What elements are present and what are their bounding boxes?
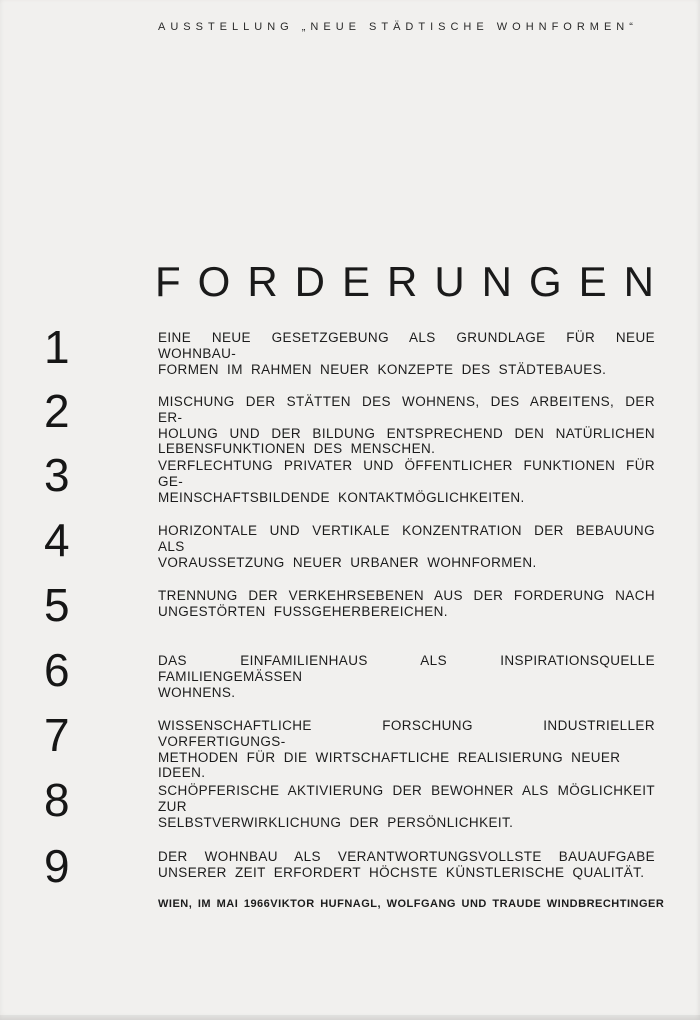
demand-text	[158, 653, 655, 700]
demand-text	[158, 394, 655, 457]
demand-line: LEBENSFUNKTIONEN DES MENSCHEN.	[158, 441, 436, 457]
demand-line: UNSERER ZEIT ERFORDERT HÖCHSTE KÜNSTLERISCHE QUALITÄT.	[158, 864, 645, 880]
demand-line: VERFLECHTUNG PRIVATER UND ÖFFENTLICHER FUNKTIONEN FÜR GE-	[158, 458, 655, 489]
demand-line: MEINSCHAFTSBILDENDE KONTAKTMÖGLICHKEITEN.	[158, 489, 525, 505]
demand-number: 2	[44, 385, 70, 437]
footer-place-date: WIEN, IM MAI 1966	[158, 898, 271, 910]
demand-line: DAS EINFAMILIENHAUS ALS INSPIRATIONSQUELLE FAMILIENGEMÄSSEN	[158, 653, 655, 684]
demand-number: 5	[44, 579, 70, 631]
demand-line: TRENNUNG DER VERKEHRSEBENEN AUS DER FORDERUNG NACH	[158, 588, 655, 603]
demand-line: SELBSTVERWIRKLICHUNG DER PERSÖNLICHKEIT.	[158, 814, 514, 830]
demand-line: MISCHUNG DER STÄTTEN DES WOHNENS, DES ARBEITENS, DER ER-	[158, 394, 655, 425]
demand-line: HORIZONTALE UND VERTIKALE KONZENTRATION DER BEBAUUNG ALS	[158, 523, 655, 554]
demand-line: VORAUSSETZUNG NEUER URBANER WOHNFORMEN.	[158, 554, 537, 570]
demand-text	[158, 458, 655, 505]
demand-line: METHODEN FÜR DIE WIRTSCHAFTLICHE REALISIERUNG NEUER IDEEN.	[158, 749, 621, 781]
demand-number: 8	[44, 774, 70, 826]
demand-number: 9	[44, 840, 70, 892]
demand-number: 1	[44, 321, 70, 373]
demand-line: WOHNENS.	[158, 684, 236, 700]
demand-text	[158, 523, 655, 570]
demand-text	[158, 718, 655, 781]
demand-text	[158, 783, 655, 830]
footer	[158, 898, 665, 910]
page-title: FORDERUNGEN	[155, 258, 672, 305]
demand-number: 4	[44, 514, 70, 566]
demand-line: EINE NEUE GESETZGEBUNG ALS GRUNDLAGE FÜR NEUE WOHNBAU-	[158, 330, 655, 361]
demand-line: WISSENSCHAFTLICHE FORSCHUNG INDUSTRIELLER VORFERTIGUNGS-	[158, 718, 655, 749]
demand-text	[158, 588, 655, 620]
demand-number: 3	[44, 449, 70, 501]
demand-line: DER WOHNBAU ALS VERANTWORTUNGSVOLLSTE BAUAUFGABE	[158, 849, 655, 864]
demand-line: SCHÖPFERISCHE AKTIVIERUNG DER BEWOHNER ALS MÖGLICHKEIT ZUR	[158, 783, 655, 814]
page-bottom-edge	[0, 1015, 700, 1020]
footer-authors: VIKTOR HUFNAGL, WOLFGANG UND TRAUDE WINDBRECHTINGER	[270, 898, 665, 910]
demand-line: UNGESTÖRTEN FUSSGEHERBEREICHEN.	[158, 603, 448, 619]
demand-line: FORMEN IM RAHMEN NEUER KONZEPTE DES STÄDTEBAUES.	[158, 361, 607, 377]
demand-line: HOLUNG UND DER BILDUNG ENTSPRECHEND DEN NATÜRLICHEN	[158, 425, 655, 441]
demand-number: 6	[44, 644, 70, 696]
exhibition-header: AUSSTELLUNG „NEUE STÄDTISCHE WOHNFORMEN“	[158, 21, 638, 33]
demand-text	[158, 849, 655, 881]
demand-number: 7	[44, 709, 70, 761]
demand-text	[158, 330, 655, 377]
